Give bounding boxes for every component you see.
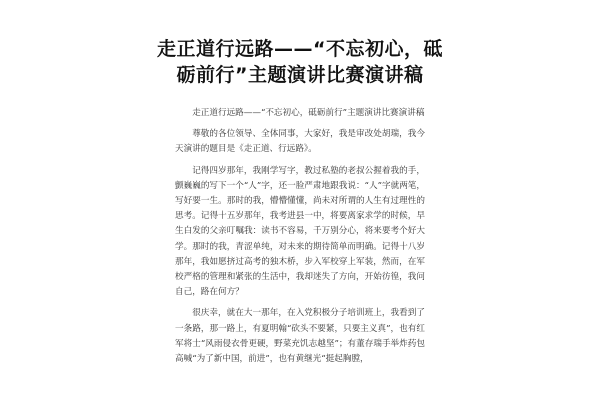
document-title: 走正道行远路——“不忘初心，砥砺前行”主题演讲比赛演讲稿: [157, 38, 443, 86]
paragraph-greeting: 尊敬的各位领导、全体同事，大家好，我是审改处胡瑞，我今天演讲的题目是《走正道、行远路》。: [175, 129, 425, 155]
document-body: [175, 106, 425, 373]
document-subtitle: 走正道行远路——“不忘初心，砥砺前行”主题演讲比赛演讲稿: [192, 108, 425, 118]
paragraph-memories: 记得四岁那年，我刚学写字，教过私塾的老叔公握着我的手，颤巍巍的写下一个“人”字，还一脸严肃地跟我说：“人”字就两笔，写好要一生。那时的我，懵懵懂懂，尚未对所谓的人生有过理性的思考。记得十五岁那年，我考进县一中，将要离家求学的时候，早生白发的父亲叮嘱我：读书不容易，千万别分心，将来要考个好大学。那时的我，青涩单纯，对未来的期待简单而明确。记得十八岁那年，我如愿挤过高考的独木桥，步入军校穿上军装，然而，在军校严格的管理和紧张的生活中，我却迷失了方向，开始彷徨，我问自己，路在何方？: [175, 165, 425, 298]
paragraph-party-training: 很庆幸，就在大一那年，在入党积极分子培训班上，我看到了一条路，那一路上，有夏明翰“砍头不要紧，只要主义真”，也有红军将士“风雨侵衣骨更硬，野菜充饥志越坚”；有董存瑞手举炸药包高喊“为了新中国，前进”，也有黄继光“挺起胸膛，: [175, 308, 425, 365]
